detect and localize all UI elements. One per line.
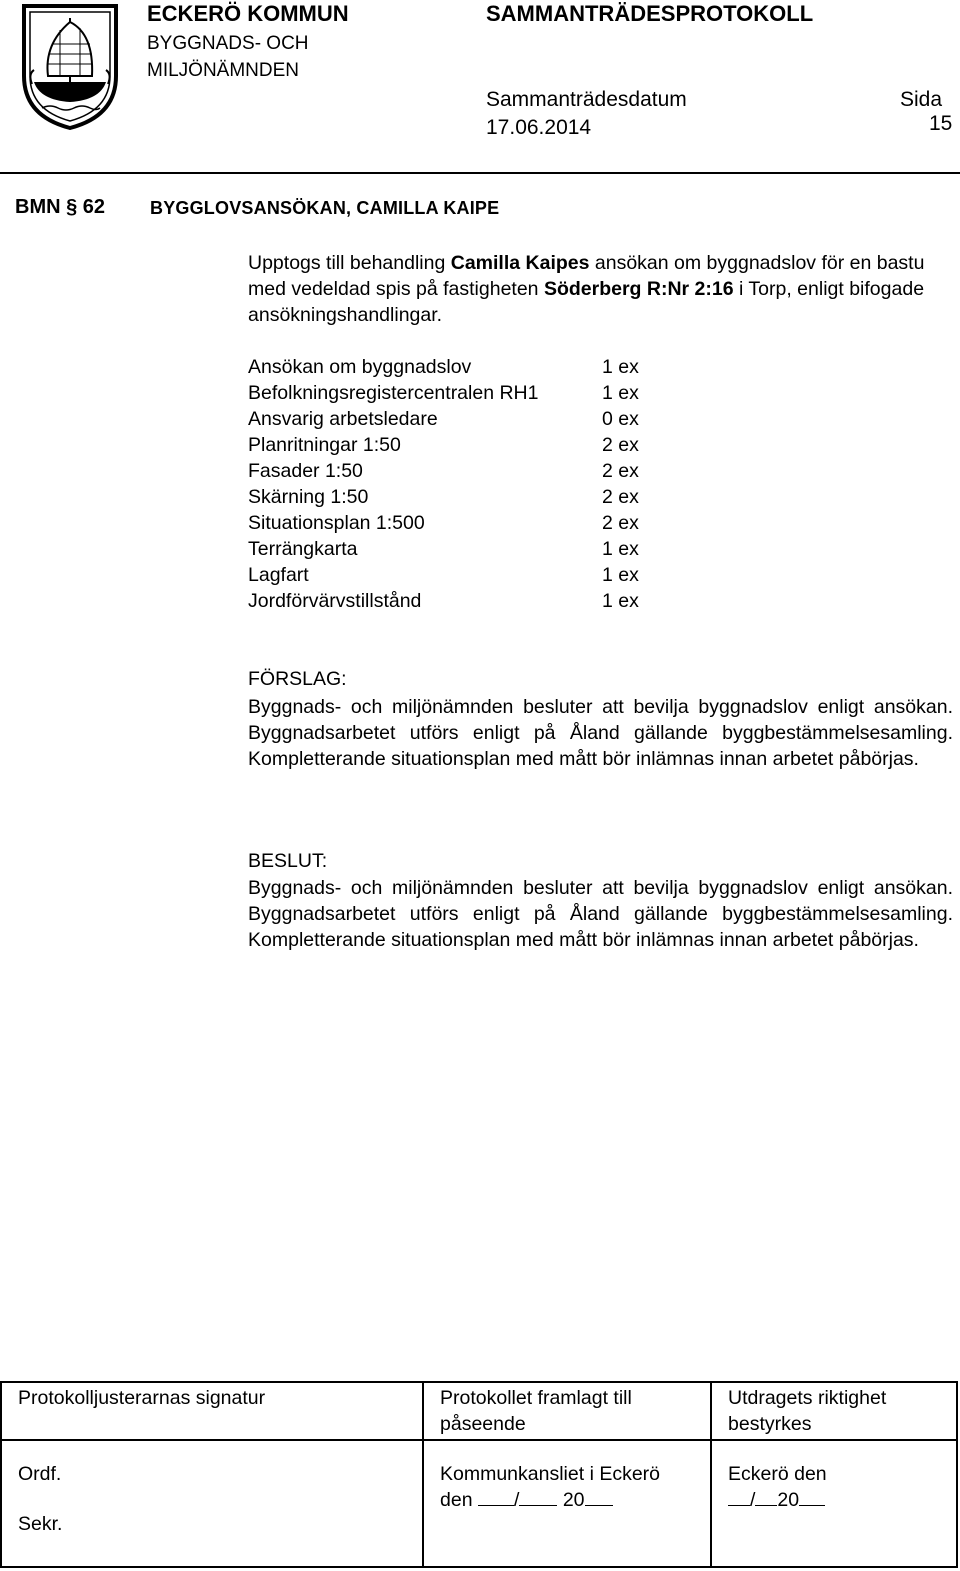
posted-year: 20 (562, 1489, 585, 1511)
enclosure-row (248, 536, 639, 562)
enclosure-name: Planritningar 1:50 (248, 434, 401, 456)
footer-signatures (1, 1440, 423, 1567)
enclosure-count: 1 ex (602, 590, 639, 612)
intro-text-2: ansökan om byggnadslov för en bastu med vedeldad spis på fastigheten (248, 252, 925, 300)
enclosure-name: Ansökan om byggnadslov (248, 356, 472, 378)
decision-heading: BESLUT: (248, 850, 328, 872)
meeting-date-value: 17.06.2014 (486, 116, 592, 139)
enclosure-count: 1 ex (602, 356, 639, 378)
enclosure-name: Fasader 1:50 (248, 460, 363, 482)
secretary-label: Sekr. (18, 1513, 63, 1535)
paragraph-id: BMN § 62 (15, 196, 106, 218)
page-label: Sida (900, 88, 943, 111)
enclosure-row (248, 406, 639, 432)
enclosure-name: Terrängkarta (248, 538, 358, 560)
certified-sep: / (750, 1489, 756, 1511)
certified-month-blank (755, 1487, 777, 1506)
certified-date-line (728, 1487, 956, 1513)
document-type: SAMMANTRÄDESPROTOKOLL (486, 1, 814, 26)
enclosure-row (248, 588, 639, 614)
footer-col1-head: Protokolljusterarnas signatur (18, 1387, 266, 1409)
enclosure-count: 1 ex (602, 564, 639, 586)
enclosure-name: Befolkningsregistercentralen RH1 (248, 382, 539, 404)
certified-year: 20 (777, 1489, 800, 1511)
certified-location: Eckerö den (728, 1463, 827, 1485)
enclosure-list (248, 354, 639, 614)
enclosure-row (248, 432, 639, 458)
org-sub-line-2: MILJÖNÄMNDEN (147, 60, 300, 81)
posted-den: den (440, 1489, 473, 1511)
intro-paragraph (248, 250, 953, 328)
footer-certified (711, 1440, 957, 1567)
enclosure-count: 2 ex (602, 434, 639, 456)
posted-location: Kommunkansliet i Eckerö (440, 1463, 661, 1485)
certified-day-blank (728, 1487, 750, 1506)
enclosure-count: 0 ex (602, 408, 639, 430)
enclosure-row (248, 354, 639, 380)
footer-col3-head-1: Utdragets riktighet (728, 1387, 887, 1409)
section-title: BYGGLOVSANSÖKAN, CAMILLA KAIPE (150, 198, 500, 218)
enclosure-row (248, 510, 639, 536)
posted-day-blank (478, 1487, 514, 1506)
page-number: 15 (929, 112, 953, 135)
enclosure-name: Lagfart (248, 564, 309, 586)
signature-footer (0, 1381, 958, 1568)
enclosure-count: 2 ex (602, 486, 639, 508)
enclosure-count: 2 ex (602, 512, 639, 534)
posted-month-blank (519, 1487, 557, 1506)
footer-col3-head-2: bestyrkes (728, 1413, 812, 1435)
proposal-heading: FÖRSLAG: (248, 668, 347, 690)
enclosure-count: 1 ex (602, 538, 639, 560)
footer-certified-heading (711, 1382, 957, 1440)
footer-posted-heading (423, 1382, 711, 1440)
municipality-logo (18, 4, 122, 130)
posted-date-line (440, 1487, 710, 1513)
org-name: ECKERÖ KOMMUN (147, 1, 349, 26)
certified-year-blank (799, 1487, 825, 1506)
meeting-date-label: Sammanträdesdatum (486, 88, 687, 111)
enclosure-row (248, 458, 639, 484)
enclosure-row (248, 484, 639, 510)
decision-text: Byggnads- och miljönämnden besluter att bevilja byggnadslov enligt ansökan. Byggnadsarbetet utförs enligt på Åland gällande byggbestämmelsesamling. Kompletterande situationsplan med mått bör inlämnas innan arbetet påbörjas. (248, 877, 953, 951)
applicant-name: Camilla Kaipes (450, 252, 590, 274)
footer-signature-heading (1, 1382, 423, 1440)
enclosure-row (248, 380, 639, 406)
enclosure-name: Jordförvärvstillstånd (248, 590, 422, 612)
footer-posted (423, 1440, 711, 1567)
intro-text-1: Upptogs till behandling (248, 252, 451, 274)
intro-text-3: i Torp, enligt bifogade ansökningshandlingar. (248, 278, 925, 326)
enclosure-count: 1 ex (602, 382, 639, 404)
property-name: Söderberg R:Nr 2:16 (543, 278, 734, 300)
enclosure-name: Skärning 1:50 (248, 486, 369, 508)
posted-year-blank (585, 1487, 613, 1506)
proposal-text: Byggnads- och miljönämnden besluter att bevilja byggnadslov enligt ansökan. Byggnadsarbetet utförs enligt på Åland gällande byggbestämmelsesamling. Kompletterande situationsplan med mått bör inlämnas innan arbetet påbörjas. (248, 696, 953, 770)
footer-col2-head-2: påseende (440, 1413, 526, 1435)
header-divider (0, 172, 960, 174)
enclosure-row (248, 562, 639, 588)
posted-sep: / (513, 1489, 520, 1511)
enclosure-count: 2 ex (602, 460, 639, 482)
footer-col2-head-1: Protokollet framlagt till (440, 1387, 632, 1409)
chairman-label: Ordf. (18, 1463, 62, 1485)
enclosure-name: Situationsplan 1:500 (248, 512, 425, 534)
org-sub-line-1: BYGGNADS- OCH (147, 33, 309, 54)
enclosure-name: Ansvarig arbetsledare (248, 408, 438, 430)
